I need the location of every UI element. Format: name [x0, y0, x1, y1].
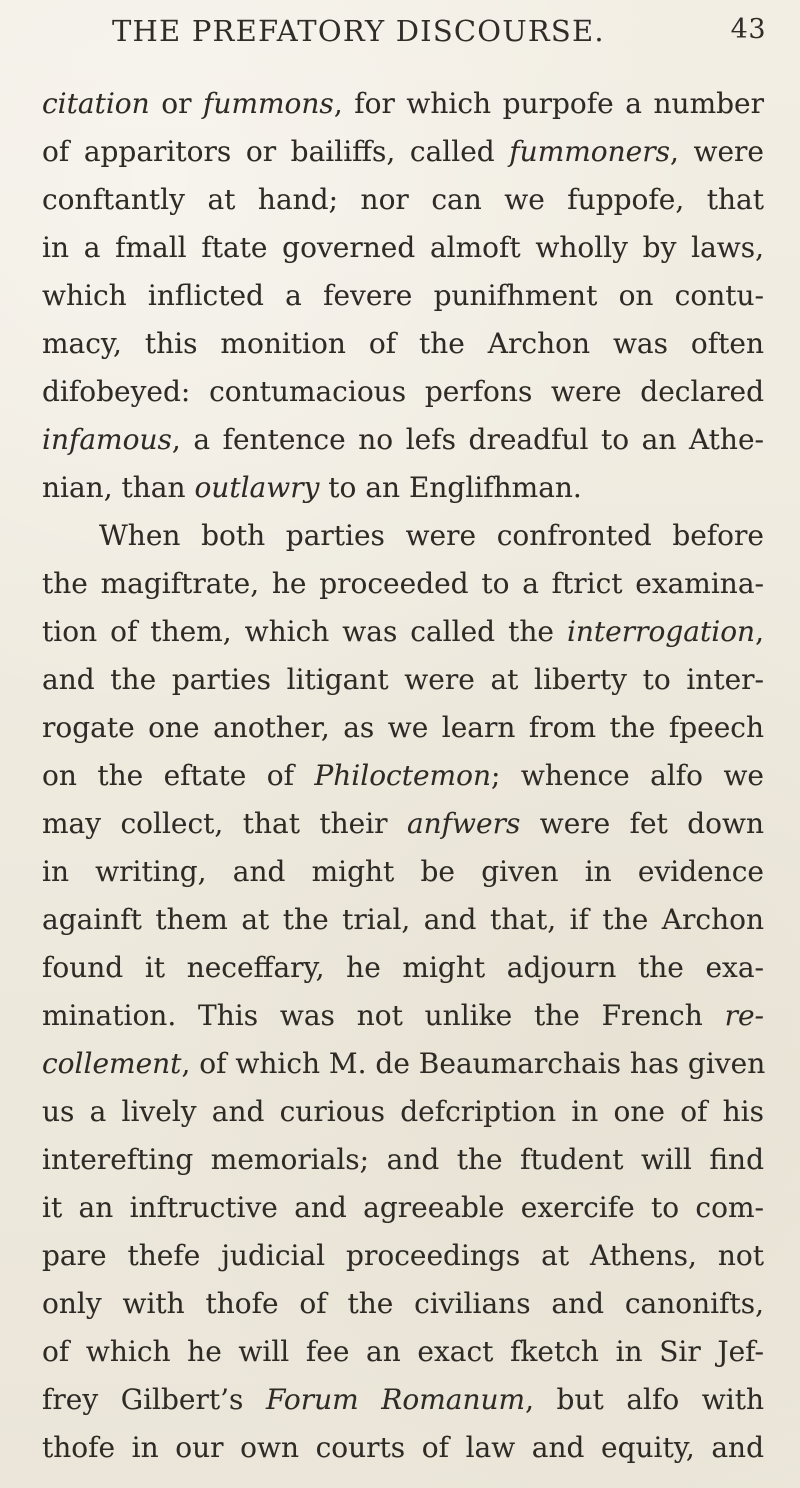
text-segment-2-3: , were [670, 135, 765, 168]
text-segment-21-1: collement [42, 1047, 182, 1080]
text-segment-7-1: difobeyed: contumacious perfons were declared [42, 375, 764, 408]
text-segment-14-1: rogate one another, as we learn from the fpeech [42, 711, 764, 744]
text-segment-10-1: When both parties were confronted before [99, 519, 764, 552]
text-line-18 [42, 902, 764, 938]
text-line-21 [42, 1046, 764, 1082]
text-segment-23-1: interefting memorials; and the ftudent will find [42, 1143, 764, 1176]
text-segment-2-1: of apparitors or bailiffs, called [42, 135, 510, 168]
text-line-9 [42, 470, 764, 506]
text-line-3 [42, 182, 764, 218]
text-line-16 [42, 806, 764, 842]
text-segment-17-1: in writing, and might be given in evidence [42, 855, 764, 888]
text-segment-12-2: interrogation [566, 615, 756, 648]
text-line-8 [42, 422, 764, 458]
page-number: 43 [730, 14, 766, 45]
text-segment-21-2: , of which M. de Beaumarchais has given [181, 1047, 766, 1080]
text-segment-16-1: may collect, that their [42, 807, 407, 840]
text-segment-28-3: , but alfo with [525, 1383, 764, 1416]
text-segment-12-1: tion of them, which was called the [42, 615, 567, 648]
running-title: THE PREFATORY DISCOURSE. [112, 14, 605, 48]
text-line-25 [42, 1238, 764, 1274]
text-line-23 [42, 1142, 764, 1178]
text-line-29 [42, 1430, 764, 1466]
text-line-22 [42, 1094, 764, 1130]
text-segment-25-1: pare thefe judicial proceedings at Athens, not [42, 1239, 764, 1272]
text-line-7 [42, 374, 764, 410]
text-line-4 [42, 230, 764, 266]
text-line-11 [42, 566, 764, 602]
text-segment-19-1: found it neceffary, he might adjourn the exa- [42, 951, 764, 984]
text-segment-26-1: only with thofe of the civilians and canonifts, [42, 1287, 764, 1320]
text-line-1 [42, 86, 764, 122]
text-segment-8-1: infamous [42, 423, 172, 456]
text-segment-20-2: re- [724, 999, 764, 1032]
text-segment-18-1: againft them at the trial, and that, if the Archon [42, 903, 764, 936]
text-line-14 [42, 710, 764, 746]
text-segment-13-1: and the parties litigant were at liberty to inter- [42, 663, 764, 696]
text-line-27 [42, 1334, 764, 1370]
text-segment-24-1: it an inftructive and agreeable exercife to com- [42, 1191, 764, 1224]
text-segment-3-1: conftantly at hand; nor can we fuppofe, that [42, 183, 764, 216]
text-segment-16-2: anfwers [406, 807, 521, 840]
text-line-10 [99, 518, 764, 554]
text-line-12 [42, 614, 764, 650]
text-segment-15-2: Philoctemon [314, 759, 491, 792]
text-line-15 [42, 758, 764, 794]
text-segment-4-1: in a fmall ftate governed almoft wholly by laws, [42, 231, 764, 264]
text-line-24 [42, 1190, 764, 1226]
text-segment-1-1: citation [42, 87, 150, 120]
text-line-2 [42, 134, 764, 170]
text-segment-9-1: nian, than [42, 471, 195, 504]
text-line-13 [42, 662, 764, 698]
text-segment-22-1: us a lively and curious defcription in one of his [42, 1095, 764, 1128]
text-line-17 [42, 854, 764, 890]
text-segment-8-2: , a fentence no lefs dreadful to an Athe- [171, 423, 764, 456]
text-segment-27-1: of which he will fee an exact fketch in Sir Jef- [42, 1335, 764, 1368]
text-segment-9-2: outlawry [194, 471, 320, 504]
text-segment-1-4: , for which purpofe a number [333, 87, 764, 120]
text-segment-15-3: ; whence alfo we [491, 759, 764, 792]
text-segment-2-2: fummoners [509, 135, 671, 168]
text-segment-5-1: which inflicted a fevere punifhment on contu- [42, 279, 764, 312]
text-line-26 [42, 1286, 764, 1322]
text-segment-16-3: were fet down [520, 807, 764, 840]
text-line-6 [42, 326, 764, 362]
text-segment-6-1: macy, this monition of the Archon was often [42, 327, 764, 360]
text-segment-1-3: fummons [203, 87, 334, 120]
text-line-5 [42, 278, 764, 314]
text-segment-15-1: on the eftate of [42, 759, 315, 792]
text-segment-28-2: Forum Romanum [265, 1383, 526, 1416]
text-segment-1-2: or [149, 87, 204, 120]
text-segment-9-3: to an Englifhman. [319, 471, 582, 504]
text-segment-12-3: , [755, 615, 764, 648]
text-line-28 [42, 1382, 764, 1418]
text-segment-20-1: mination. This was not unlike the French [42, 999, 725, 1032]
text-line-20 [42, 998, 764, 1034]
text-line-19 [42, 950, 764, 986]
text-segment-28-1: frey Gilbert’s [42, 1383, 266, 1416]
text-segment-29-1: thofe in our own courts of law and equity, and [42, 1431, 764, 1464]
text-segment-11-1: the magiftrate, he proceeded to a ftrict examina- [42, 567, 764, 600]
